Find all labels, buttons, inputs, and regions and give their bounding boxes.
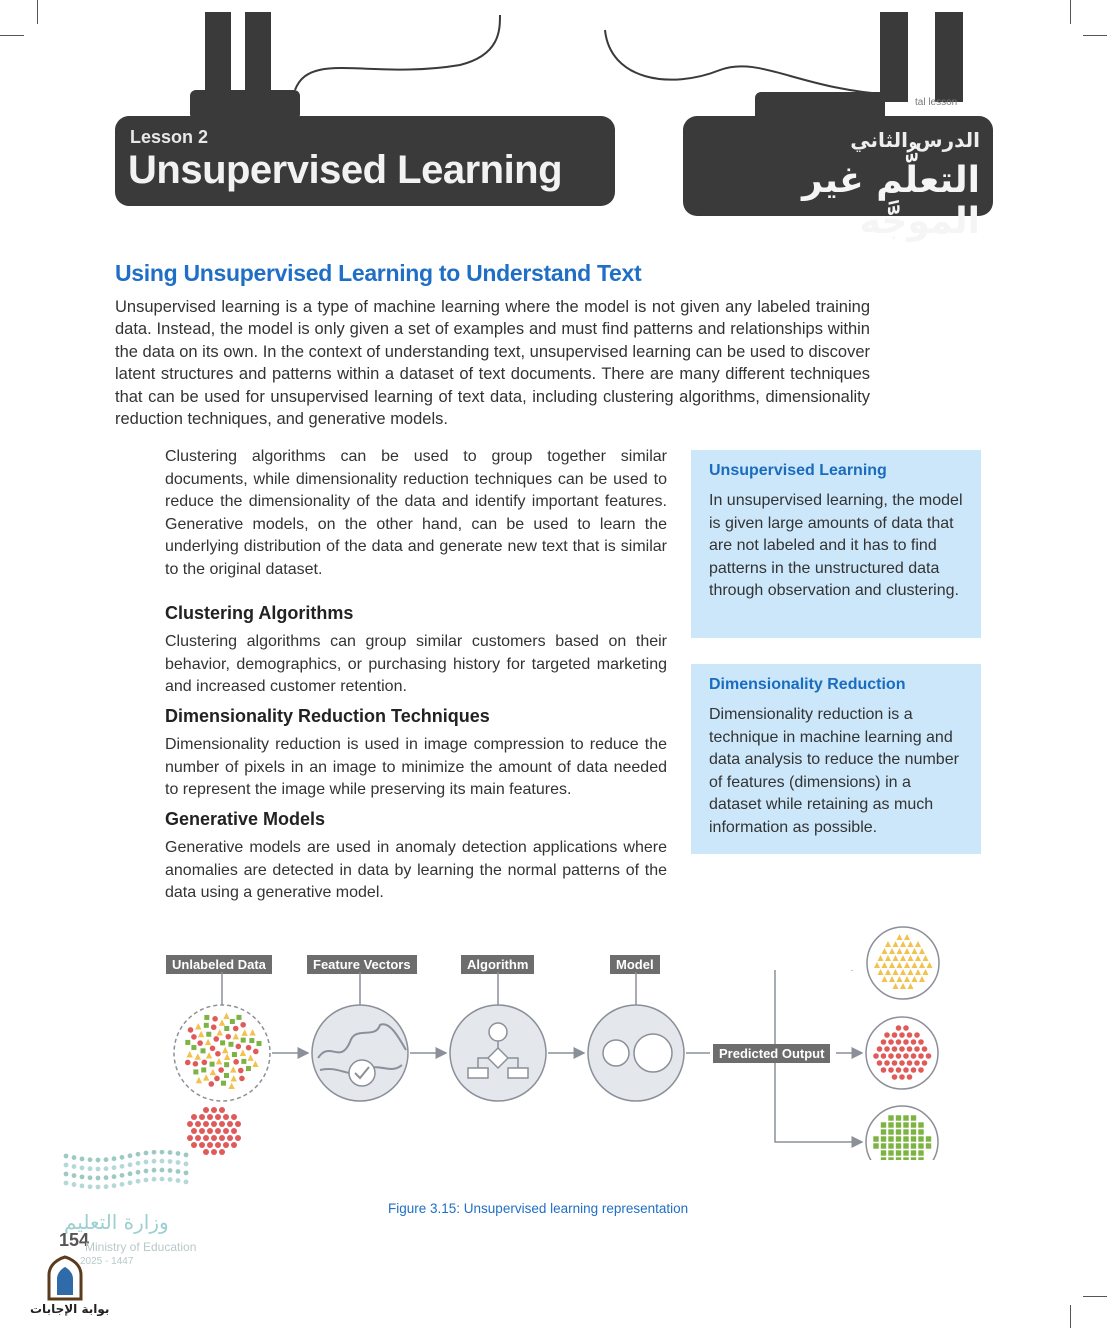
logo-dot bbox=[136, 1161, 141, 1166]
dot bbox=[211, 1149, 217, 1155]
logo-dot bbox=[120, 1182, 125, 1187]
dot bbox=[203, 1149, 209, 1155]
dot bbox=[227, 1121, 233, 1127]
dot bbox=[899, 1060, 905, 1066]
square bbox=[873, 1136, 878, 1141]
dot bbox=[211, 1107, 217, 1113]
dot bbox=[191, 1034, 197, 1040]
dot bbox=[214, 1076, 220, 1082]
logo-dot bbox=[72, 1155, 77, 1160]
square bbox=[221, 1081, 226, 1086]
square bbox=[881, 1122, 886, 1127]
logo-dot bbox=[96, 1176, 101, 1181]
lesson-number-ar: الدرس الثاني bbox=[850, 128, 980, 152]
square bbox=[918, 1136, 923, 1141]
dot bbox=[231, 1142, 237, 1148]
generative-body: Generative models are used in anomaly detection applications where anomalies are detected in data by learning the normal patterns of the data using a generative model. bbox=[165, 839, 667, 901]
square bbox=[896, 1136, 901, 1141]
logo-dot bbox=[152, 1177, 157, 1182]
square bbox=[201, 1067, 206, 1072]
dot bbox=[907, 1074, 913, 1080]
logo-dot bbox=[128, 1171, 133, 1176]
logo-dot bbox=[128, 1180, 133, 1185]
logo-dot bbox=[168, 1150, 173, 1155]
logo-dot bbox=[168, 1177, 173, 1182]
dot bbox=[892, 1060, 898, 1066]
square bbox=[903, 1157, 908, 1160]
square bbox=[249, 1038, 254, 1043]
dot bbox=[888, 1039, 894, 1045]
square bbox=[888, 1129, 893, 1134]
square bbox=[888, 1115, 893, 1120]
dot bbox=[907, 1060, 913, 1066]
dot bbox=[191, 1128, 197, 1134]
square bbox=[193, 1069, 198, 1074]
square bbox=[241, 1059, 246, 1064]
logo-dot bbox=[152, 1159, 157, 1164]
square bbox=[246, 1066, 251, 1071]
dot bbox=[188, 1027, 194, 1033]
dot bbox=[873, 1053, 879, 1059]
logo-dot bbox=[184, 1179, 189, 1184]
portal-logo-icon bbox=[45, 1255, 85, 1301]
square bbox=[911, 1129, 916, 1134]
square bbox=[236, 1015, 241, 1020]
dot bbox=[896, 1067, 902, 1073]
dot bbox=[227, 1135, 233, 1141]
logo-dot bbox=[160, 1150, 165, 1154]
dot bbox=[907, 1046, 913, 1052]
logo-dot bbox=[152, 1168, 157, 1173]
logo-dot bbox=[152, 1150, 157, 1155]
square bbox=[896, 1143, 901, 1148]
square bbox=[896, 1150, 901, 1155]
dot bbox=[896, 1025, 902, 1031]
dot bbox=[225, 1034, 231, 1040]
dot bbox=[211, 1121, 217, 1127]
square bbox=[896, 1157, 901, 1160]
square bbox=[888, 1136, 893, 1141]
dot bbox=[215, 1114, 221, 1120]
square bbox=[224, 1073, 229, 1078]
callout-body: Dimensionality reduction is a technique in machine learning and data analysis to reduce the number of features (dimensions) in a dataset while retaining as much information as possible. bbox=[709, 706, 959, 836]
callout-dimensionality bbox=[691, 664, 981, 854]
dot bbox=[219, 1149, 225, 1155]
logo-dot bbox=[160, 1177, 165, 1182]
square bbox=[257, 1041, 262, 1046]
crop-mark bbox=[1070, 1305, 1071, 1328]
square bbox=[224, 1026, 229, 1031]
dot bbox=[899, 1032, 905, 1038]
square bbox=[888, 1150, 893, 1155]
square bbox=[191, 1045, 196, 1050]
logo-dot bbox=[120, 1155, 125, 1160]
logo-dot bbox=[72, 1173, 77, 1178]
square bbox=[903, 1129, 908, 1134]
square bbox=[918, 1157, 923, 1160]
dot bbox=[219, 1121, 225, 1127]
dot bbox=[918, 1053, 924, 1059]
logo-dot bbox=[104, 1157, 109, 1162]
callout-body: In unsupervised learning, the model is given large amounts of data that are not labeled and it has to find patterns in the unstructured data through observation and clustering. bbox=[709, 492, 963, 600]
square bbox=[911, 1143, 916, 1148]
portal-name: بوابة الإجابات bbox=[30, 1302, 110, 1316]
dot bbox=[191, 1114, 197, 1120]
callout-unsupervised bbox=[691, 450, 981, 638]
dot bbox=[884, 1060, 890, 1066]
logo-dot bbox=[168, 1159, 173, 1164]
square bbox=[881, 1136, 886, 1141]
subheading-dimensionality: Dimensionality Reduction Techniques bbox=[165, 706, 490, 726]
logo-dot bbox=[144, 1178, 149, 1183]
dot bbox=[877, 1060, 883, 1066]
dot bbox=[197, 1040, 203, 1046]
dot bbox=[195, 1135, 201, 1141]
dot bbox=[233, 1059, 239, 1065]
square bbox=[881, 1150, 886, 1155]
dot bbox=[896, 1039, 902, 1045]
figure-caption: Figure 3.15: Unsupervised learning representation bbox=[388, 1201, 689, 1216]
logo-dot bbox=[184, 1161, 189, 1166]
square bbox=[888, 1122, 893, 1127]
logo-dot bbox=[144, 1169, 149, 1174]
dot bbox=[903, 1067, 909, 1073]
dot bbox=[239, 1076, 245, 1082]
check-icon bbox=[349, 1060, 375, 1086]
dot bbox=[211, 1135, 217, 1141]
logo-dot bbox=[96, 1167, 101, 1172]
logo-dot bbox=[72, 1164, 77, 1169]
square bbox=[926, 1143, 931, 1148]
dot bbox=[881, 1039, 887, 1045]
dot bbox=[231, 1128, 237, 1134]
square bbox=[888, 1143, 893, 1148]
logo-dot bbox=[88, 1157, 93, 1162]
dot bbox=[210, 1046, 216, 1052]
logo-dot bbox=[104, 1184, 109, 1189]
square bbox=[896, 1115, 901, 1120]
page-number: 154 bbox=[59, 1230, 90, 1250]
square bbox=[911, 1157, 916, 1160]
dot bbox=[219, 1135, 225, 1141]
square bbox=[918, 1122, 923, 1127]
dot bbox=[884, 1046, 890, 1052]
square bbox=[201, 1048, 206, 1053]
label-algorithm: Algorithm bbox=[461, 955, 534, 974]
subheading-clustering: Clustering Algorithms bbox=[165, 603, 354, 623]
logo-dot bbox=[120, 1173, 125, 1178]
dot bbox=[223, 1128, 229, 1134]
dot bbox=[903, 1039, 909, 1045]
label-unlabeled-data: Unlabeled Data bbox=[166, 955, 272, 974]
square bbox=[204, 1015, 209, 1020]
logo-dot bbox=[176, 1151, 181, 1156]
square bbox=[918, 1129, 923, 1134]
logo-dot bbox=[88, 1166, 93, 1171]
square bbox=[228, 1042, 233, 1047]
dot bbox=[914, 1060, 920, 1066]
dot bbox=[215, 1142, 221, 1148]
digital-lesson-label: tal lesson bbox=[915, 97, 958, 108]
square bbox=[224, 1062, 229, 1067]
square bbox=[926, 1136, 931, 1141]
logo-dot bbox=[80, 1165, 85, 1170]
dot bbox=[918, 1067, 924, 1073]
logo-dot bbox=[80, 1183, 85, 1188]
output-green-circle bbox=[866, 1106, 938, 1160]
dot bbox=[231, 1114, 237, 1120]
square bbox=[903, 1122, 908, 1127]
dot bbox=[215, 1128, 221, 1134]
dot bbox=[914, 1046, 920, 1052]
crop-mark bbox=[37, 0, 38, 24]
dot bbox=[926, 1053, 932, 1059]
dot bbox=[185, 1060, 191, 1066]
dot bbox=[195, 1121, 201, 1127]
plug-prong bbox=[205, 12, 231, 96]
dot bbox=[911, 1053, 917, 1059]
dot bbox=[892, 1032, 898, 1038]
dot bbox=[199, 1142, 205, 1148]
square bbox=[220, 1040, 225, 1045]
logo-dot bbox=[96, 1158, 101, 1163]
label-model: Model bbox=[610, 955, 660, 974]
label-predicted-output: Predicted Output bbox=[713, 1044, 830, 1063]
logo-dot bbox=[168, 1168, 173, 1173]
dot bbox=[219, 1107, 225, 1113]
lesson-title: Unsupervised Learning bbox=[128, 148, 563, 192]
callout-title: Unsupervised Learning bbox=[709, 462, 887, 479]
dot bbox=[223, 1142, 229, 1148]
logo-dot bbox=[184, 1170, 189, 1175]
square bbox=[903, 1143, 908, 1148]
logo-dot bbox=[128, 1153, 133, 1158]
intro-paragraph: Unsupervised learning is a type of machine learning where the model is not given any labeled training data. Instead, the model is only given a set of examples and must find patterns and relationships within the data on its own. In the context of understanding text, unsupervised learning can be used to discover latent structures and patterns within a dataset of text documents. There are many different techniques that can be used for unsupervised learning of text data, including clustering algorithms, dimensionality reduction techniques, and generative models. bbox=[115, 298, 870, 429]
logo-dot bbox=[112, 1156, 117, 1161]
crop-mark bbox=[1083, 1296, 1107, 1297]
dot bbox=[899, 1046, 905, 1052]
square bbox=[911, 1115, 916, 1120]
logo-dot bbox=[112, 1165, 117, 1170]
logo-dot bbox=[176, 1178, 181, 1183]
square bbox=[873, 1143, 878, 1148]
lesson-number: Lesson 2 bbox=[130, 127, 209, 147]
dot bbox=[881, 1053, 887, 1059]
dot bbox=[199, 1128, 205, 1134]
logo-dot bbox=[160, 1159, 165, 1164]
square bbox=[896, 1129, 901, 1134]
dot bbox=[896, 1053, 902, 1059]
logo-dot bbox=[80, 1156, 85, 1161]
logo-dot bbox=[96, 1185, 101, 1190]
ministry-name-en: Ministry of Education bbox=[85, 1240, 197, 1254]
logo-dot bbox=[136, 1152, 141, 1157]
logo-dot bbox=[104, 1175, 109, 1180]
dot bbox=[892, 1046, 898, 1052]
dot bbox=[187, 1135, 193, 1141]
square bbox=[881, 1157, 886, 1160]
logo-dot bbox=[144, 1151, 149, 1156]
logo-dot bbox=[88, 1184, 93, 1189]
dot bbox=[888, 1053, 894, 1059]
dot bbox=[235, 1044, 241, 1050]
square bbox=[210, 1062, 215, 1067]
dot bbox=[899, 1074, 905, 1080]
ministry-name-ar: وزارة التعليم bbox=[64, 1210, 169, 1234]
dot bbox=[911, 1067, 917, 1073]
ministry-logo-dots bbox=[62, 1150, 202, 1200]
dot bbox=[203, 1121, 209, 1127]
dot bbox=[211, 1024, 217, 1030]
dot bbox=[253, 1049, 259, 1055]
logo-dot bbox=[80, 1174, 85, 1179]
dot bbox=[922, 1060, 928, 1066]
square bbox=[896, 1122, 901, 1127]
dot bbox=[235, 1121, 241, 1127]
ministry-years: 2025 - 1447 bbox=[80, 1256, 134, 1267]
dot bbox=[207, 1142, 213, 1148]
logo-dot bbox=[104, 1166, 109, 1171]
crop-mark bbox=[0, 35, 24, 36]
logo-dot bbox=[88, 1175, 93, 1180]
red-cluster-points bbox=[187, 1107, 241, 1155]
dot bbox=[203, 1135, 209, 1141]
dot bbox=[202, 1060, 208, 1066]
dot bbox=[918, 1039, 924, 1045]
dot bbox=[187, 1121, 193, 1127]
square bbox=[903, 1115, 908, 1120]
plug-prong bbox=[935, 12, 963, 102]
dot bbox=[199, 1114, 205, 1120]
logo-dot bbox=[112, 1174, 117, 1179]
dot bbox=[207, 1128, 213, 1134]
dot bbox=[914, 1032, 920, 1038]
logo-dot bbox=[144, 1160, 149, 1165]
square bbox=[230, 1019, 235, 1024]
square bbox=[185, 1040, 190, 1045]
dot bbox=[246, 1045, 252, 1051]
lesson-title-ar: التعلُّم غير الموجَّه bbox=[801, 160, 980, 242]
dot bbox=[922, 1046, 928, 1052]
logo-dot bbox=[64, 1163, 69, 1168]
dimensionality-body: Dimensionality reduction is used in image compression to reduce the number of pixels in an image to minimize the amount of data needed to represent the image while preserving its main features. bbox=[165, 736, 667, 798]
dot bbox=[193, 1061, 199, 1067]
dot bbox=[208, 1081, 214, 1087]
plug-prong bbox=[245, 12, 271, 96]
dot bbox=[903, 1053, 909, 1059]
square bbox=[206, 1032, 211, 1037]
dot bbox=[907, 1032, 913, 1038]
logo-dot bbox=[136, 1170, 141, 1175]
output-yellow-group bbox=[860, 925, 950, 1005]
logo-dot bbox=[120, 1164, 125, 1169]
dot bbox=[877, 1046, 883, 1052]
square bbox=[881, 1143, 886, 1148]
dot bbox=[223, 1114, 229, 1120]
clustering-paragraph: Clustering algorithms can be used to group together similar documents, while dimensionality reduction techniques can be used to reduce the dimensionality of the data and identify important features. Generative models, on the other hand, can be used to learn the underlying distribution of the data and generate new text that is similar to the original dataset. bbox=[165, 448, 667, 578]
section-heading: Using Unsupervised Learning to Understand Text bbox=[115, 260, 642, 286]
dot bbox=[213, 1036, 219, 1042]
logo-dot bbox=[64, 1172, 69, 1177]
dot bbox=[884, 1032, 890, 1038]
square bbox=[918, 1143, 923, 1148]
unsupervised-flow-diagram bbox=[150, 970, 950, 1160]
logo-dot bbox=[176, 1160, 181, 1165]
square bbox=[204, 1023, 209, 1028]
dot bbox=[215, 1051, 221, 1057]
dot bbox=[911, 1039, 917, 1045]
logo-dot bbox=[176, 1169, 181, 1174]
dot bbox=[212, 1016, 218, 1022]
square bbox=[903, 1136, 908, 1141]
dot bbox=[238, 1068, 244, 1074]
square bbox=[918, 1150, 923, 1155]
square bbox=[911, 1122, 916, 1127]
dot bbox=[888, 1067, 894, 1073]
logo-dot bbox=[160, 1168, 165, 1173]
dot bbox=[881, 1067, 887, 1073]
crop-mark bbox=[1070, 0, 1071, 24]
square bbox=[232, 1052, 237, 1057]
dot bbox=[903, 1025, 909, 1031]
logo-dot bbox=[72, 1182, 77, 1187]
dot bbox=[235, 1135, 241, 1141]
logo-dot bbox=[184, 1152, 189, 1157]
label-feature-vectors: Feature Vectors bbox=[307, 955, 417, 974]
square bbox=[911, 1136, 916, 1141]
crop-mark bbox=[1083, 35, 1107, 36]
dot bbox=[203, 1107, 209, 1113]
dot bbox=[191, 1142, 197, 1148]
dot bbox=[892, 1074, 898, 1080]
square bbox=[881, 1129, 886, 1134]
subheading-generative: Generative Models bbox=[165, 809, 326, 829]
dot bbox=[240, 1022, 246, 1028]
callout-title: Dimensionality Reduction bbox=[709, 676, 906, 693]
logo-dot bbox=[136, 1179, 141, 1184]
square bbox=[241, 1038, 246, 1043]
logo-dot bbox=[64, 1181, 69, 1186]
logo-dot bbox=[112, 1183, 117, 1188]
plug-prong bbox=[880, 12, 908, 102]
dot bbox=[233, 1026, 239, 1032]
dot bbox=[207, 1114, 213, 1120]
clustering-body: Clustering algorithms can group similar customers based on their behavior, demographics, or purchasing history for targeted marketing and increased customer retention. bbox=[165, 633, 667, 695]
dot bbox=[218, 1067, 224, 1073]
square bbox=[903, 1150, 908, 1155]
square bbox=[888, 1157, 893, 1160]
logo-dot bbox=[128, 1162, 133, 1167]
logo-dot bbox=[64, 1154, 69, 1159]
square bbox=[911, 1150, 916, 1155]
